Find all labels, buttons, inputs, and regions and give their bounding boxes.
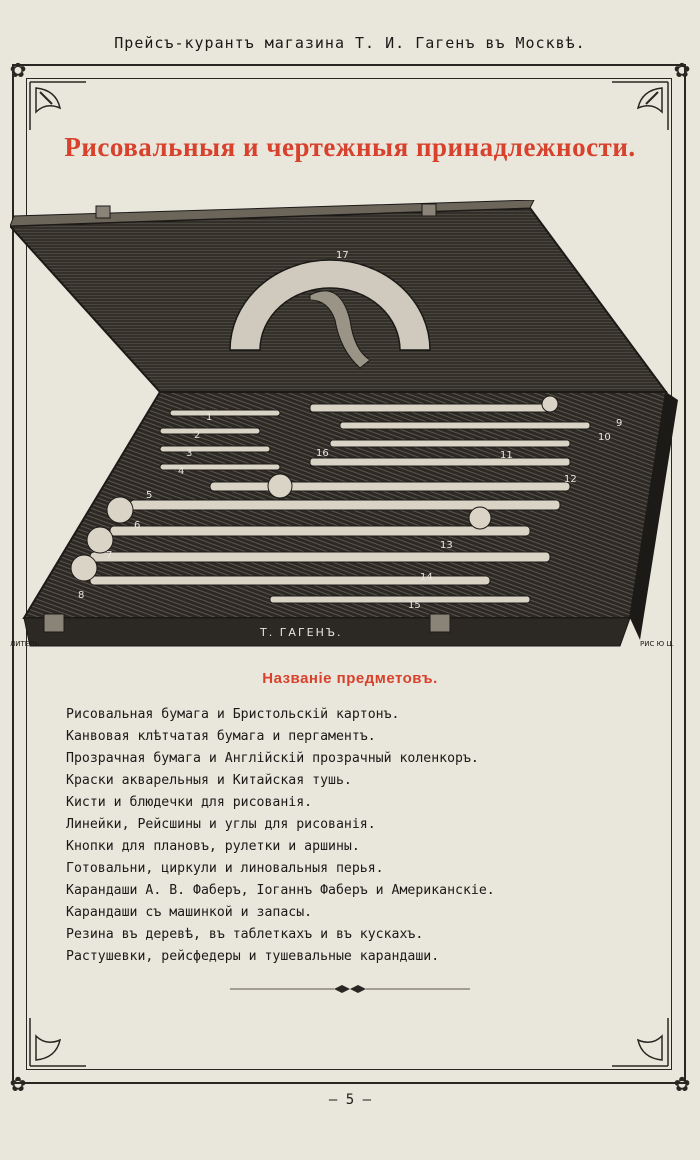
list-item: Растушевки, рейсфедеры и тушевальные карандаши. bbox=[66, 949, 440, 964]
item-number-9: 9 bbox=[616, 418, 623, 429]
list-heading: Названіе предметовъ. bbox=[262, 670, 438, 687]
corner-rosette-icon: ✿ bbox=[9, 1072, 27, 1096]
list-item: Кисти и блюдечки для рисованія. bbox=[66, 795, 313, 810]
engraver-signature-left: ЛИТЕЛЬ bbox=[10, 640, 40, 648]
corner-ornament-icon bbox=[602, 78, 672, 138]
item-number-7: 7 bbox=[106, 550, 113, 561]
list-item: Линейки, Рейсшины и углы для рисованія. bbox=[66, 817, 376, 832]
ornamental-divider-icon bbox=[230, 984, 470, 994]
list-item: Карандаши А. В. Фаберъ, Іоганнъ Фаберъ и Американскіе. bbox=[66, 883, 495, 898]
corner-rosette-icon: ✿ bbox=[673, 58, 691, 82]
item-number-11: 11 bbox=[500, 450, 513, 461]
corner-ornament-icon bbox=[602, 1010, 672, 1070]
list-item: Рисовальная бумага и Бристольскій картонъ. bbox=[66, 707, 400, 722]
item-number-15: 15 bbox=[408, 600, 421, 611]
item-number-17: 17 bbox=[336, 250, 349, 261]
case-maker-label: Т. ГАГЕНЪ. bbox=[260, 626, 343, 639]
item-number-12: 12 bbox=[564, 474, 577, 485]
item-number-14: 14 bbox=[420, 572, 433, 583]
corner-ornament-icon bbox=[26, 1010, 96, 1070]
corner-rosette-icon: ✿ bbox=[673, 1072, 691, 1096]
list-item: Резина въ деревѣ, въ таблеткахъ и въ кускахъ. bbox=[66, 927, 424, 942]
item-number-10: 10 bbox=[598, 432, 611, 443]
item-number-1: 1 bbox=[206, 412, 213, 423]
item-number-4: 4 bbox=[178, 466, 185, 477]
item-number-3: 3 bbox=[186, 448, 193, 459]
item-number-8: 8 bbox=[78, 590, 85, 601]
section-title: Рисовальныя и чертежныя принадлежности. bbox=[64, 132, 636, 162]
list-item: Готовальни, циркули и линовальныя перья. bbox=[66, 861, 384, 876]
list-item: Канвовая клѣтчатая бумага и пергаментъ. bbox=[66, 729, 376, 744]
running-header: Прейсъ-курантъ магазина Т. И. Гагенъ въ Москвѣ. bbox=[114, 34, 586, 52]
list-item: Кнопки для плановъ, рулетки и аршины. bbox=[66, 839, 360, 854]
engraver-signature-right: РИС Ю Ц. bbox=[640, 640, 675, 648]
corner-ornament-icon bbox=[26, 78, 96, 138]
page-number: — 5 — bbox=[328, 1092, 372, 1108]
list-item: Краски акварельныя и Китайская тушь. bbox=[66, 773, 352, 788]
list-item: Прозрачная бумага и Англійскій прозрачный коленкоръ. bbox=[66, 751, 479, 766]
drawing-set-illustration bbox=[10, 200, 690, 660]
item-number-13: 13 bbox=[440, 540, 453, 551]
list-item: Карандаши съ машинкой и запасы. bbox=[66, 905, 313, 920]
product-list bbox=[66, 704, 646, 968]
item-number-6: 6 bbox=[134, 520, 141, 531]
corner-rosette-icon: ✿ bbox=[9, 58, 27, 82]
item-number-5: 5 bbox=[146, 490, 153, 501]
item-number-2: 2 bbox=[194, 430, 201, 441]
item-number-16: 16 bbox=[316, 448, 329, 459]
